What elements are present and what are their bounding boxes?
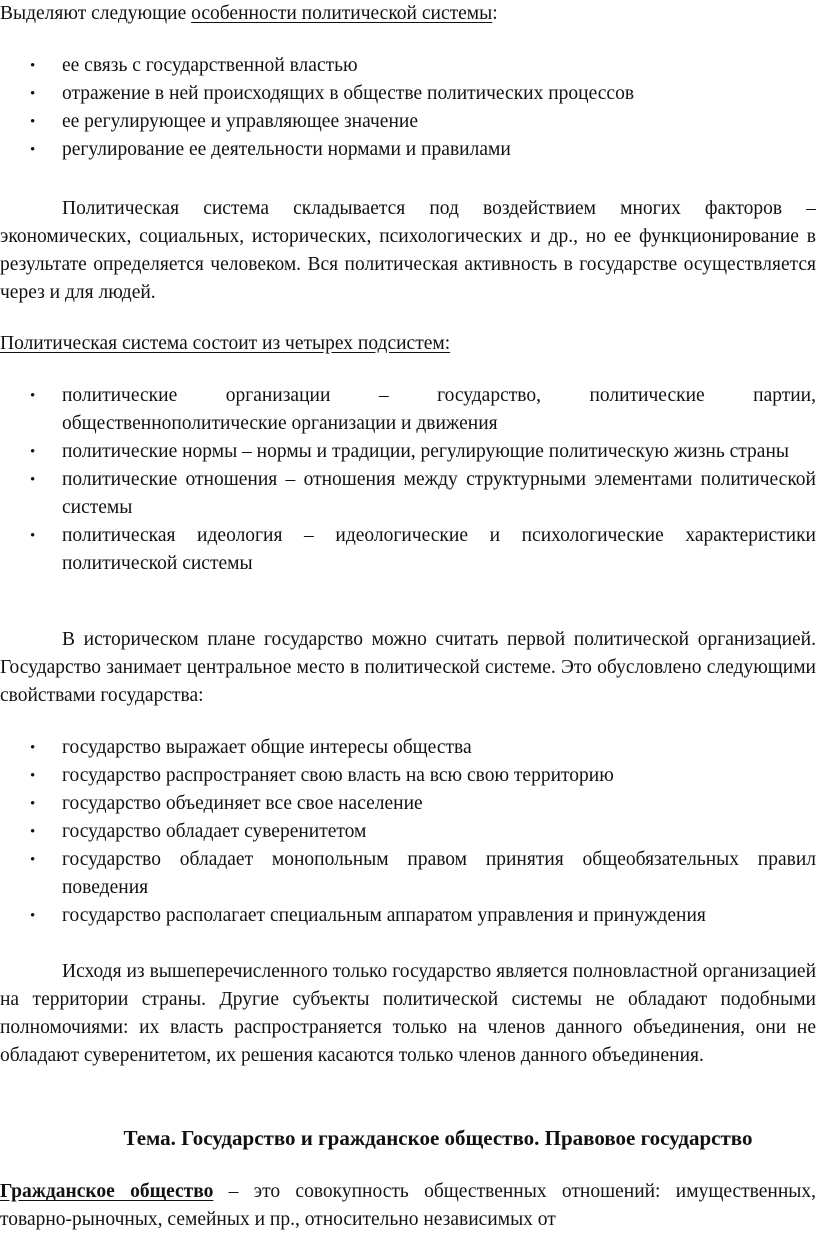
list-item: • ее регулирующее и управляющее значение xyxy=(0,108,816,136)
state-properties-list xyxy=(0,734,816,930)
bullet-icon: • xyxy=(30,796,36,812)
subsystems-list xyxy=(0,382,816,578)
list-item: • политическая идеология – идеологические и психологические характеристики политической системы xyxy=(0,522,816,578)
list-item: • политические отношения – отношения между структурными элементами политической системы xyxy=(0,466,816,522)
bullet-icon: • xyxy=(30,852,36,868)
intro-tail: : xyxy=(492,3,498,24)
list-item: • государство обладает суверенитетом xyxy=(0,818,816,846)
list-item: • государство обладает монопольным правом принятия общеобязательных правил поведения xyxy=(0,846,816,902)
paragraph-historical: В историческом плане государство можно считать первой политической организацией. Государство занимает центральное место в политической системе. Это обусловлено следующими свойствами государства: xyxy=(0,629,816,706)
features-list xyxy=(0,52,816,164)
list-item: • политические организации – государство, политические партии, общественнополитические организации и движения xyxy=(0,382,816,438)
list-item: • регулирование ее деятельности нормами и правилами xyxy=(0,136,816,164)
list-item: • государство объединяет все свое население xyxy=(0,790,816,818)
list-item: • государство располагает специальным аппаратом управления и принуждения xyxy=(0,902,816,930)
bullet-icon: • xyxy=(30,142,36,158)
bullet-icon: • xyxy=(30,824,36,840)
list-item: • ее связь с государственной властью xyxy=(0,52,816,80)
intro-underlined: особенности политической системы xyxy=(191,3,493,24)
bullet-icon: • xyxy=(30,114,36,130)
bullet-icon: • xyxy=(30,444,36,460)
list-item: • государство распространяет свою власть на всю свою территорию xyxy=(0,762,816,790)
bullet-icon: • xyxy=(30,768,36,784)
list-item: • политические нормы – нормы и традиции, регулирующие политическую жизнь страны xyxy=(0,438,816,466)
bullet-icon: • xyxy=(30,528,36,544)
bullet-icon: • xyxy=(30,908,36,924)
subsystems-heading: Политическая система состоит из четырех подсистем: xyxy=(0,333,451,354)
civil-society-text: – это совокупность общественных отношений: имущественных, товарно-рыночных, семейных и пр., относительно независимых от xyxy=(0,1181,816,1230)
bullet-icon: • xyxy=(30,58,36,74)
bullet-icon: • xyxy=(30,740,36,756)
civil-society-term: Гражданское общество xyxy=(0,1181,214,1202)
bullet-icon: • xyxy=(30,388,36,404)
topic-heading: Тема. Государство и гражданское общество. Правовое государство xyxy=(123,1126,753,1150)
paragraph-factors: Политическая система складывается под воздействием многих факторов – экономических, социальных, исторических, психологических и др., но ее функционирование в результате определяется человеком. Вся политическая активность в государстве осуществляется через и для людей. xyxy=(0,198,816,303)
list-item: • отражение в ней происходящих в обществе политических процессов xyxy=(0,80,816,108)
civil-society-definition xyxy=(0,1178,816,1234)
intro-line xyxy=(0,0,816,28)
list-item: • государство выражает общие интересы общества xyxy=(0,734,816,762)
paragraph-conclusion: Исходя из вышеперечисленного только государство является полновластной организацией на территории страны. Другие субъекты политической системы не обладают подобными полномочиями: их власть распространяется только на членов данного объединения, они не обладают суверенитетом, их решения касаются только членов данного объединения. xyxy=(0,961,816,1066)
intro-lead: Выделяют следующие xyxy=(0,3,192,24)
bullet-icon: • xyxy=(30,472,36,488)
bullet-icon: • xyxy=(30,86,36,102)
